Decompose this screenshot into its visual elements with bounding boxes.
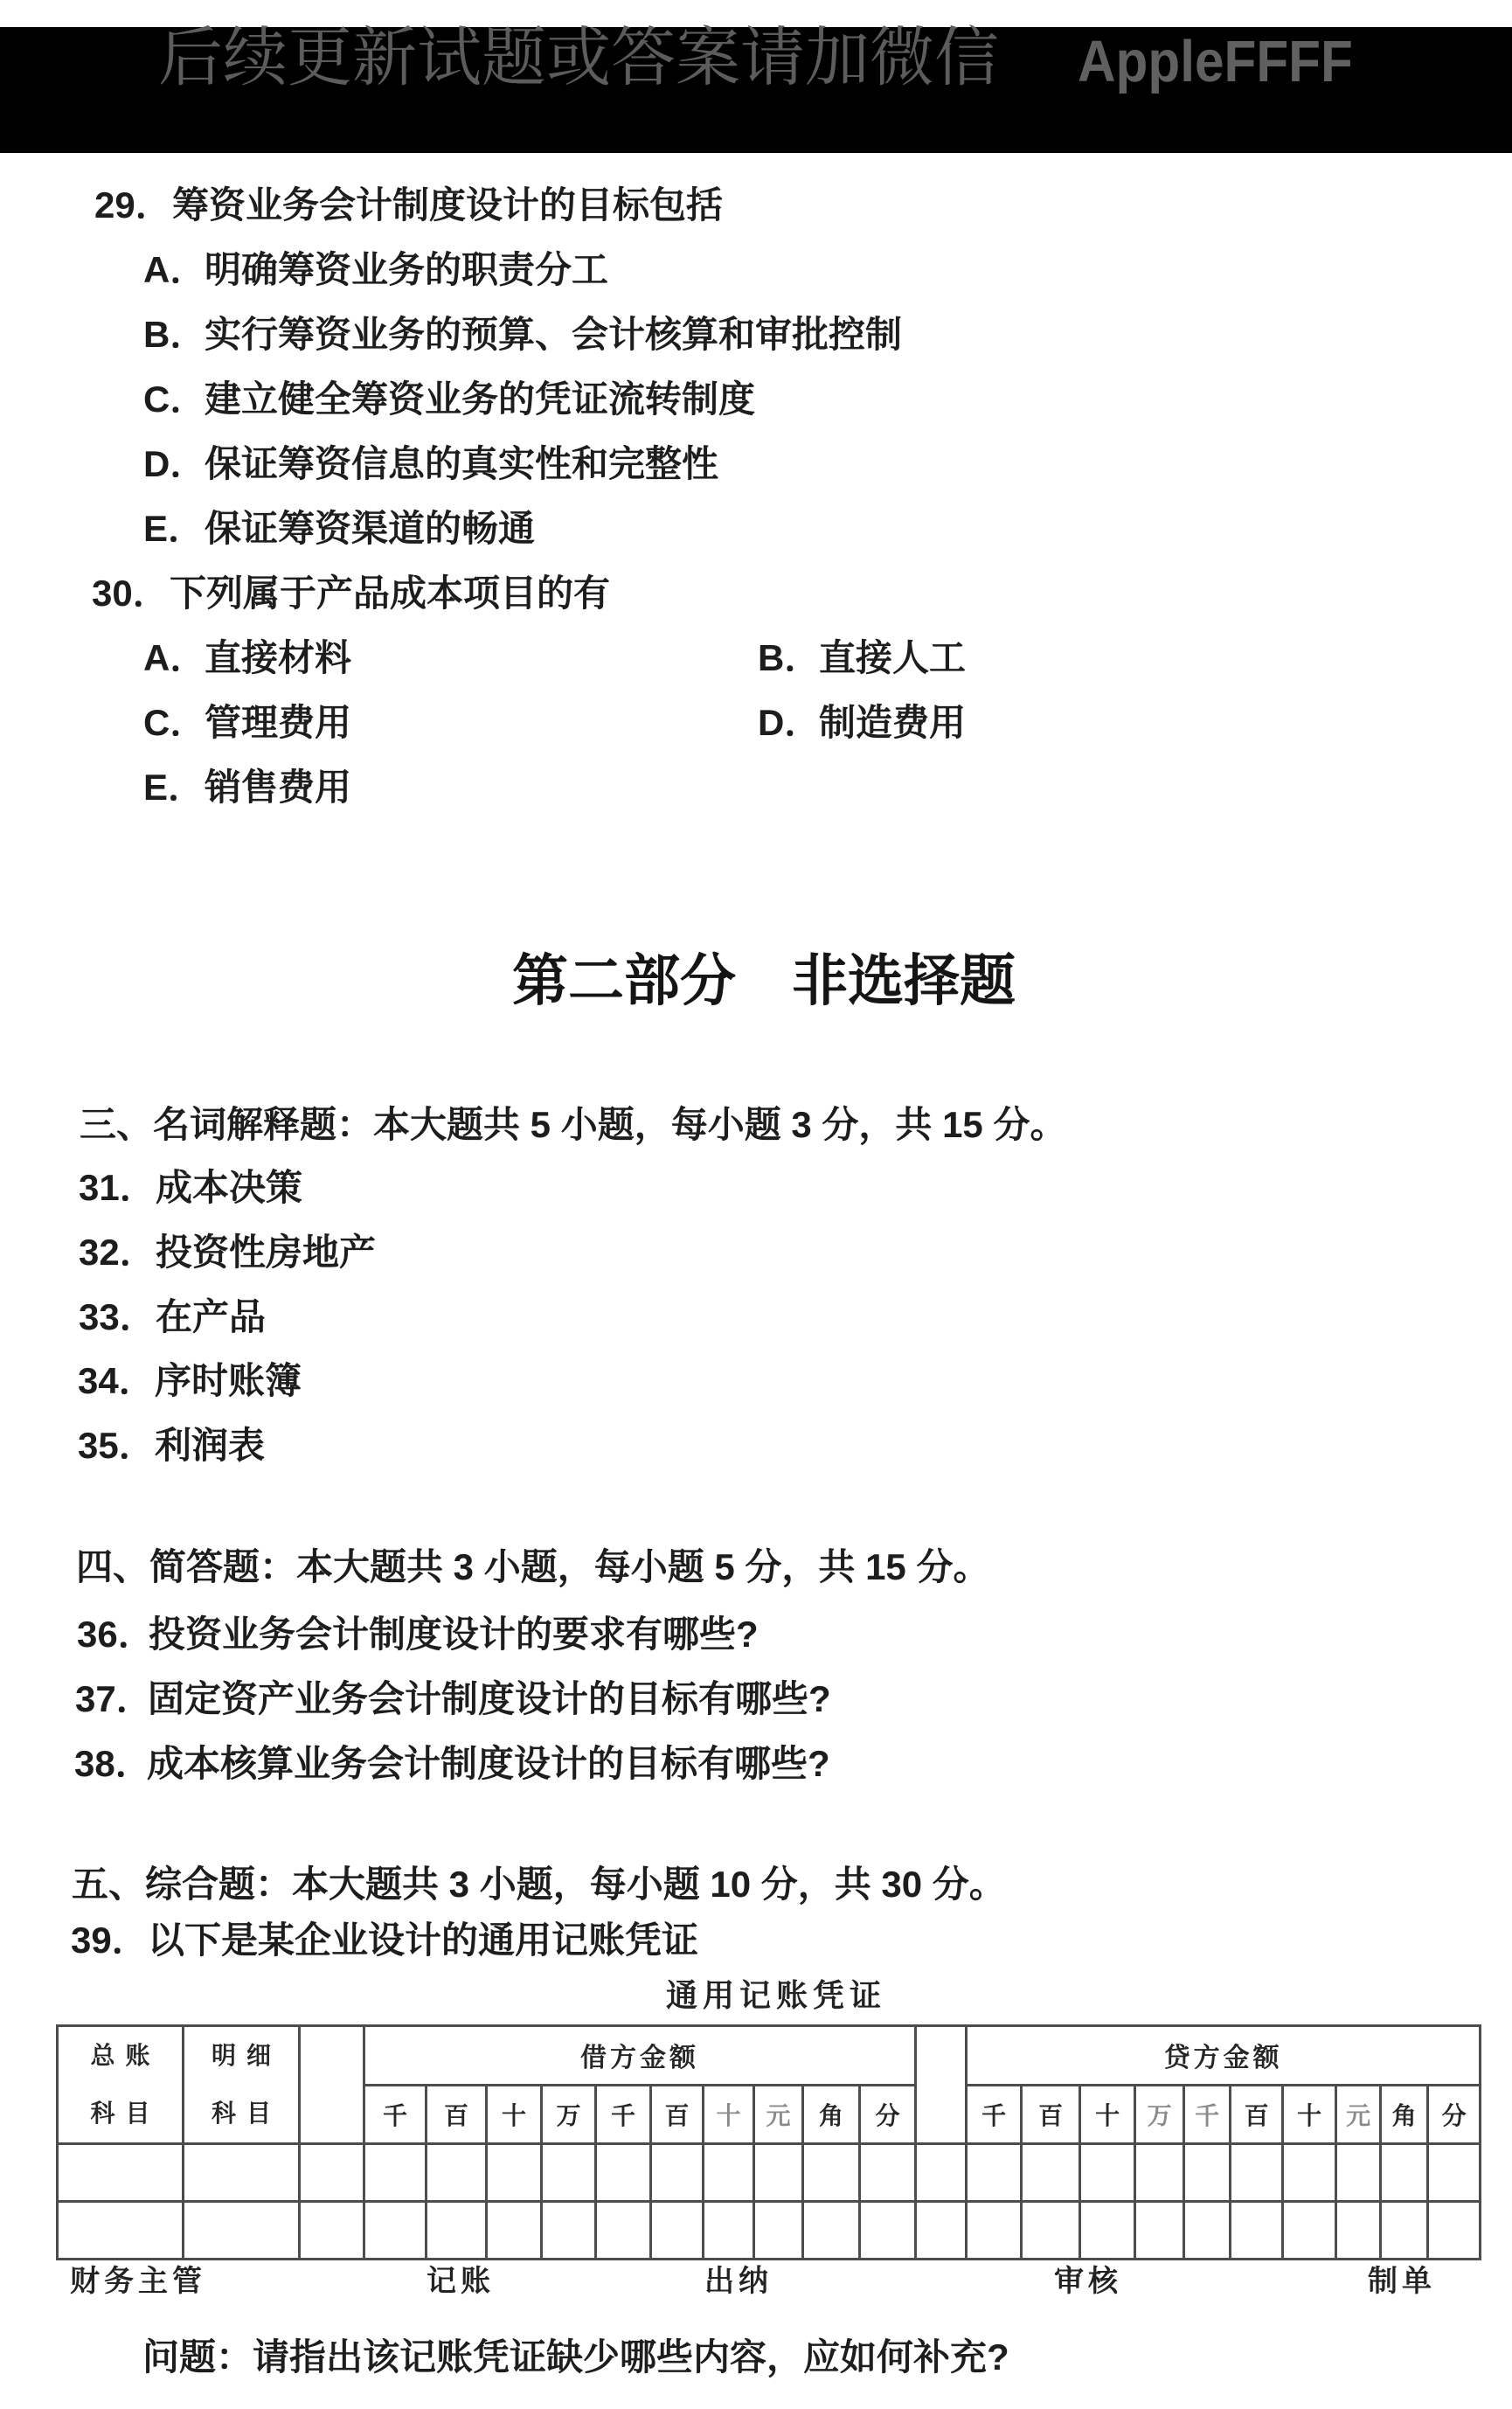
- cell-debit-digit: [427, 2144, 487, 2202]
- cell-debit-digit: [487, 2144, 542, 2202]
- cell-credit-digit: [1135, 2144, 1184, 2202]
- question-36: [0, 1613, 1512, 1656]
- option-text: 明确筹资业务的职责分工: [205, 249, 609, 290]
- cell-general-account: [58, 2144, 184, 2202]
- cell-credit-digit: [1283, 2202, 1336, 2260]
- part-heading: 第二部分 非选择题: [512, 949, 1016, 1014]
- credit-unit-wan: 万: [1135, 2085, 1184, 2144]
- debit-unit-bai: 百: [651, 2085, 704, 2144]
- header-credit-amount: 贷方金额: [967, 2026, 1481, 2086]
- signature-bookkeeper: 记账: [427, 2264, 495, 2299]
- question-number: 37．: [75, 1678, 153, 1719]
- debit-unit-fen: 分: [860, 2085, 916, 2144]
- question-text: 以下是某企业设计的通用记账凭证: [148, 1920, 699, 1961]
- cell-debit-digit: [803, 2144, 860, 2202]
- question-29-option-d: [0, 442, 1512, 486]
- watermark-banner: [0, 20, 1512, 153]
- cell-detail-account: [184, 2144, 300, 2202]
- voucher-table: [56, 2024, 1481, 2260]
- debit-unit-shi: 十: [704, 2085, 754, 2144]
- section-4-title: [0, 1545, 1512, 1589]
- cell-credit-digit: [1184, 2202, 1231, 2260]
- question-32: [0, 1231, 1512, 1274]
- header-blank-column: [916, 2026, 967, 2144]
- cell-credit-digit: [1080, 2144, 1135, 2202]
- prompt-text: 问题：请指出该记账凭证缺少哪些内容，应如何补充?: [142, 2336, 1009, 2378]
- question-number: 33．: [79, 1296, 156, 1337]
- debit-unit-bai: 百: [427, 2085, 487, 2144]
- question-number: 36．: [77, 1614, 155, 1655]
- question-number: 29．: [94, 184, 172, 226]
- cell-debit-digit: [364, 2202, 427, 2260]
- option-label: C．: [143, 378, 207, 420]
- credit-unit-shi: 十: [1080, 2085, 1135, 2144]
- cell-credit-digit: [1336, 2202, 1381, 2260]
- question-33: [0, 1295, 1512, 1339]
- question-31: [0, 1166, 1512, 1210]
- question-35: [0, 1424, 1512, 1468]
- question-29-option-b: [0, 313, 1512, 357]
- cell-debit-digit: [487, 2202, 542, 2260]
- header-debit-amount: 借方金额: [364, 2026, 916, 2086]
- question-stem: 下列属于产品成本项目的有: [170, 573, 611, 614]
- cell-credit-digit: [967, 2202, 1022, 2260]
- cell-blank: [300, 2202, 364, 2260]
- cell-debit-digit: [542, 2202, 596, 2260]
- signature-cashier: 出纳: [704, 2264, 773, 2299]
- voucher-header-row-1: [58, 2026, 1481, 2086]
- cell-debit-digit: [596, 2144, 651, 2202]
- cell-credit-digit: [1381, 2144, 1428, 2202]
- cell-blank: [916, 2144, 967, 2202]
- debit-unit-shi: 十: [487, 2085, 542, 2144]
- cell-credit-digit: [1135, 2202, 1184, 2260]
- option-label: A．: [143, 637, 207, 678]
- option-label: B．: [758, 637, 822, 678]
- voucher-entry-row: [58, 2202, 1481, 2260]
- section-5-title: [0, 1863, 1512, 1906]
- debit-unit-yuan: 元: [754, 2085, 803, 2144]
- question-29-option-e: [0, 507, 1512, 551]
- question-29-option-c: [0, 378, 1512, 421]
- option-label: A．: [143, 249, 207, 290]
- option-text: 直接人工: [819, 637, 967, 678]
- question-stem: 筹资业务会计制度设计的目标包括: [172, 184, 724, 226]
- header-label: 科目: [211, 2099, 281, 2128]
- option-text: 直接材料: [205, 637, 352, 678]
- question-29-option-a: [0, 248, 1512, 292]
- watermark-text-cn: 后续更新试题或答案请加微信: [158, 20, 999, 95]
- header-label: 总账: [90, 2041, 161, 2070]
- question-text: 成本决策: [156, 1167, 303, 1208]
- credit-unit-qian: 千: [1184, 2085, 1231, 2144]
- cell-credit-digit: [1336, 2144, 1381, 2202]
- option-text: 实行筹资业务的预算、会计核算和审批控制: [205, 314, 903, 355]
- cell-debit-digit: [542, 2144, 596, 2202]
- debit-unit-qian: 千: [364, 2085, 427, 2144]
- cell-credit-digit: [1283, 2144, 1336, 2202]
- cell-credit-digit: [1184, 2144, 1231, 2202]
- option-label: D．: [143, 443, 207, 484]
- question-text: 成本核算业务会计制度设计的目标有哪些?: [147, 1743, 830, 1784]
- question-29-stem: [0, 184, 1512, 227]
- credit-unit-bai: 百: [1231, 2085, 1283, 2144]
- cell-credit-digit: [1022, 2202, 1080, 2260]
- question-text: 固定资产业务会计制度设计的目标有哪些?: [148, 1678, 831, 1719]
- credit-unit-shi: 十: [1283, 2085, 1336, 2144]
- option-text: 销售费用: [205, 767, 352, 808]
- cell-detail-account: [184, 2202, 300, 2260]
- option-text: 保证筹资信息的真实性和完整性: [205, 443, 719, 484]
- cell-debit-digit: [427, 2202, 487, 2260]
- cell-debit-digit: [754, 2202, 803, 2260]
- question-number: 32．: [79, 1232, 156, 1273]
- question-30-options-row-3: [0, 766, 1512, 809]
- debit-unit-qian: 千: [596, 2085, 651, 2144]
- cell-general-account: [58, 2202, 184, 2260]
- credit-unit-jiao: 角: [1381, 2085, 1428, 2144]
- question-30-options-row-1: [0, 636, 1512, 680]
- option-label: B．: [143, 314, 207, 355]
- voucher-entry-row: [58, 2144, 1481, 2202]
- question-number: 38．: [74, 1743, 152, 1784]
- cell-debit-digit: [803, 2202, 860, 2260]
- cell-debit-digit: [754, 2144, 803, 2202]
- question-30-stem: [0, 572, 1512, 615]
- question-number: 30．: [92, 573, 170, 614]
- header-detail-account: [184, 2026, 300, 2144]
- cell-debit-digit: [651, 2144, 704, 2202]
- signature-reviewer: 审核: [1054, 2264, 1122, 2299]
- section-3-title: [0, 1103, 1512, 1147]
- question-text: 投资性房地产: [156, 1232, 377, 1273]
- option-label: E．: [143, 767, 205, 808]
- question-number: 39．: [71, 1920, 149, 1961]
- cell-credit-digit: [1080, 2202, 1135, 2260]
- credit-unit-qian: 千: [967, 2085, 1022, 2144]
- cell-blank: [300, 2144, 364, 2202]
- watermark-text-en: AppleFFFF: [1078, 29, 1353, 94]
- header-general-account: [58, 2026, 184, 2144]
- cell-debit-digit: [596, 2202, 651, 2260]
- cell-debit-digit: [860, 2202, 916, 2260]
- cell-credit-digit: [1022, 2144, 1080, 2202]
- header-label: 明细: [211, 2041, 281, 2070]
- option-label: E．: [143, 508, 205, 549]
- question-number: 34．: [78, 1360, 156, 1401]
- cell-credit-digit: [1231, 2144, 1283, 2202]
- question-number: 35．: [78, 1425, 156, 1466]
- cell-debit-digit: [704, 2144, 754, 2202]
- signature-preparer: 制单: [1368, 2264, 1436, 2299]
- section-title: 五、综合题：本大题共 3 小题，每小题 10 分，共 30 分。: [72, 1864, 1006, 1905]
- option-text: 保证筹资渠道的畅通: [205, 508, 536, 549]
- cell-debit-digit: [860, 2144, 916, 2202]
- option-label: C．: [143, 702, 207, 743]
- cell-credit-digit: [1428, 2202, 1481, 2260]
- cell-blank: [916, 2202, 967, 2260]
- question-34: [0, 1359, 1512, 1403]
- header-label: 科目: [90, 2099, 161, 2128]
- credit-unit-fen: 分: [1428, 2085, 1481, 2144]
- question-39: [0, 1919, 1512, 1962]
- option-label: D．: [758, 702, 822, 743]
- voucher-title: 通用记账凭证: [666, 1977, 887, 2014]
- option-text: 建立健全筹资业务的凭证流转制度: [205, 378, 756, 420]
- cell-credit-digit: [967, 2144, 1022, 2202]
- cell-credit-digit: [1381, 2202, 1428, 2260]
- cell-credit-digit: [1428, 2144, 1481, 2202]
- option-text: 制造费用: [819, 702, 967, 743]
- question-39-prompt: [0, 2336, 1512, 2379]
- cell-debit-digit: [704, 2202, 754, 2260]
- section-title: 三、名词解释题：本大题共 5 小题，每小题 3 分，共 15 分。: [80, 1104, 1067, 1145]
- question-text: 序时账簿: [155, 1360, 302, 1401]
- credit-unit-yuan: 元: [1336, 2085, 1381, 2144]
- question-text: 投资业务会计制度设计的要求有哪些?: [149, 1614, 759, 1655]
- question-38: [0, 1742, 1512, 1786]
- cell-credit-digit: [1231, 2202, 1283, 2260]
- credit-unit-bai: 百: [1022, 2085, 1080, 2144]
- question-30-options-row-2: [0, 701, 1512, 745]
- section-title: 四、简答题：本大题共 3 小题，每小题 5 分，共 15 分。: [76, 1546, 990, 1587]
- signature-finance-supervisor: 财务主管: [70, 2264, 206, 2299]
- cell-debit-digit: [364, 2144, 427, 2202]
- question-text: 利润表: [155, 1425, 266, 1466]
- question-number: 31．: [79, 1167, 156, 1208]
- cell-debit-digit: [651, 2202, 704, 2260]
- header-blank-column: [300, 2026, 364, 2144]
- question-text: 在产品: [156, 1296, 267, 1337]
- debit-unit-wan: 万: [542, 2085, 596, 2144]
- debit-unit-jiao: 角: [803, 2085, 860, 2144]
- question-37: [0, 1677, 1512, 1721]
- option-text: 管理费用: [205, 702, 352, 743]
